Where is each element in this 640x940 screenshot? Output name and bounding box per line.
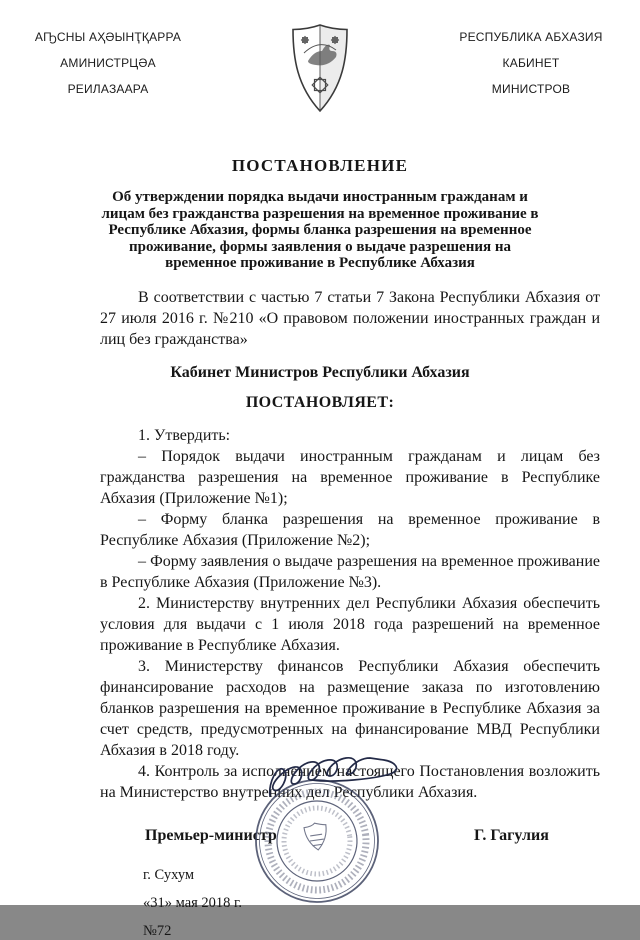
intro-paragraph: В соответствии с частью 7 статьи 7 Закона Республики Абхазия от 27 июля 2016 г. №210 «О правовом положении иностранных граждан и лиц без гражданства» (100, 288, 600, 348)
body-paragraph-7: 4. Контроль за исполнением настоящего Постановления возложить на Министерство внутренних дел Республики Абхазия. (100, 762, 600, 801)
letterhead-line: КАБИНЕТ (502, 56, 560, 70)
footer-city: г. Сухум (143, 866, 195, 883)
body-paragraph-4: – Форму заявления о выдаче разрешения на временное проживание в Республике Абхазия (Приложение №3). (100, 552, 600, 591)
letterhead-line: РЕСПУБЛИКА АБХАЗИЯ (459, 30, 603, 44)
letterhead-line: МИНИСТРОВ (491, 82, 571, 96)
footer-number: №72 (143, 922, 172, 939)
body-paragraph-1: 1. Утвердить: (138, 426, 231, 444)
letterhead-line: РЕИЛАЗААРА (67, 82, 149, 96)
letterhead-right (450, 24, 612, 102)
body-paragraph-2: – Порядок выдачи иностранным гражданам и лицам без гражданства разрешения на временное проживание в Республике Абхазия (Приложение №1); (100, 447, 600, 507)
document-subtitle: Об утверждении порядка выдачи иностранным гражданам и лицам без гражданства разрешения на временное проживание в Республике Абхазия, формы бланка разрешения на временное проживание, формы заявления о выдаче разрешения на временное проживание в Республике Абхазия (101, 189, 539, 271)
issuing-body-line: Кабинет Министров Республики Абхазия (170, 363, 470, 381)
body-paragraph-5: 2. Министерству внутренних дел Республики Абхазия обеспечить условия для выдачи с 1 июля 2018 года разрешений на временное проживание в Республике Абхазия. (100, 594, 600, 654)
coat-of-arms-icon (288, 22, 352, 119)
document-title: ПОСТАНОВЛЕНИЕ (231, 156, 409, 175)
letterhead-left (28, 24, 188, 102)
handwritten-signature (264, 752, 439, 817)
footer-date: «31» мая 2018 г. (143, 894, 242, 911)
signatory-name: Г. Гагулия (474, 826, 549, 844)
document-footer (143, 866, 640, 940)
body-paragraph-6: 3. Министерству финансов Республики Абхазия обеспечить финансирование расходов на размещение заказа по изготовлению бланков разрешения на временное проживание в Республике Абхазия за счет средств, предусмотренных на финансирование МВД Республики Абхазия в 2018 году. (100, 657, 600, 759)
letterhead-line: АҦСНЫ АҲӘЫНҬҚАРРА (34, 30, 182, 44)
signatory-role: Премьер-министр (145, 826, 277, 844)
body-paragraph-3: – Форму бланка разрешения на временное проживание в Республике Абхазия (Приложение №2); (100, 510, 600, 549)
letterhead-line: АМИНИСТРЦӘА (60, 56, 156, 70)
resolves-line: ПОСТАНОВЛЯЕТ: (245, 393, 395, 411)
